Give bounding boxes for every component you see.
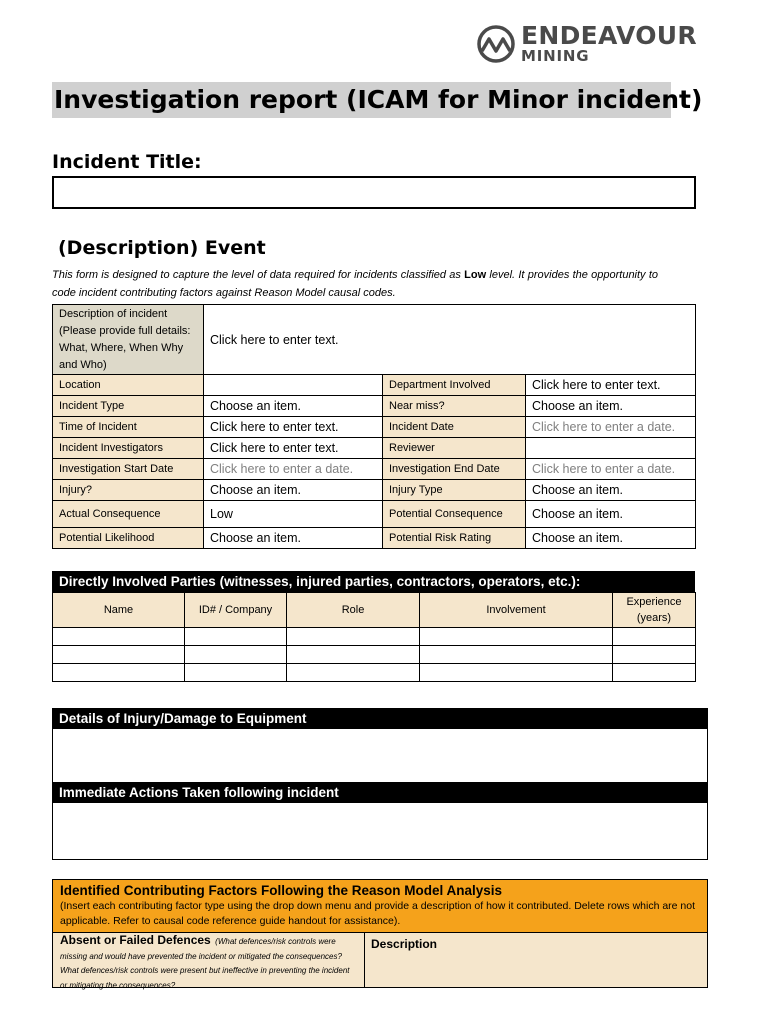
table-row	[53, 664, 696, 682]
reviewer-field[interactable]	[526, 438, 696, 459]
potential-consequence-dropdown[interactable]: Choose an item.	[526, 501, 696, 528]
injury-type-dropdown[interactable]: Choose an item.	[526, 480, 696, 501]
mountain-logo-icon	[476, 24, 516, 64]
field-label: Location	[53, 375, 204, 396]
intro-level-bold: Low	[464, 269, 487, 281]
table-cell[interactable]	[420, 628, 613, 646]
description-column-header: Description	[371, 937, 438, 951]
table-header-row	[53, 593, 696, 628]
injury-dropdown[interactable]: Choose an item.	[204, 480, 383, 501]
column-header: ID# / Company	[185, 593, 287, 628]
field-label: Potential Risk Rating	[383, 528, 526, 549]
logo-text-line1: ENDEAVOUR	[521, 21, 697, 50]
table-cell[interactable]	[420, 646, 613, 664]
damage-heading: Details of Injury/Damage to Equipment	[52, 708, 708, 729]
event-heading: (Description) Event	[58, 237, 266, 259]
incident-title-label: Incident Title:	[52, 151, 202, 173]
table-cell[interactable]	[287, 646, 420, 664]
intro-text-part: level. It provides the opportunity to code incident contributing factors against Reason Model causal codes.	[52, 269, 658, 299]
field-label: Injury Type	[383, 480, 526, 501]
incident-type-dropdown[interactable]: Choose an item.	[204, 396, 383, 417]
risk-rating-dropdown[interactable]: Choose an item.	[526, 528, 696, 549]
incident-date-picker[interactable]: Click here to enter a date.	[526, 417, 696, 438]
involved-parties-table	[52, 592, 696, 682]
time-of-incident-field[interactable]: Click here to enter text.	[204, 417, 383, 438]
column-header: Role	[287, 593, 420, 628]
potential-likelihood-dropdown[interactable]: Choose an item.	[204, 528, 383, 549]
field-label: Potential Consequence	[383, 501, 526, 528]
immediate-actions-field[interactable]	[52, 803, 708, 860]
column-header: Experience (years)	[613, 593, 696, 628]
field-label: Department Involved	[383, 375, 526, 396]
field-label: Investigation Start Date	[53, 459, 204, 480]
department-field[interactable]: Click here to enter text.	[526, 375, 696, 396]
table-row	[53, 628, 696, 646]
defences-hint: (What defences/risk controls were missing and would have prevented the incident or mitigated the consequences? What defences/risk controls were present but ineffective in preventing the incident or mitigating the consequences?	[60, 937, 350, 990]
table-row	[53, 646, 696, 664]
table-cell[interactable]	[613, 628, 696, 646]
contributing-factors-header	[52, 879, 708, 933]
table-cell[interactable]	[420, 664, 613, 682]
table-row	[52, 933, 708, 988]
table-cell[interactable]	[185, 646, 287, 664]
investigators-field[interactable]: Click here to enter text.	[204, 438, 383, 459]
field-label: Actual Consequence	[53, 501, 204, 528]
damage-details-field[interactable]	[52, 729, 708, 783]
table-cell[interactable]	[613, 664, 696, 682]
field-label: Incident Date	[383, 417, 526, 438]
table-cell[interactable]	[53, 664, 185, 682]
table-cell[interactable]	[185, 664, 287, 682]
logo-text-line2: MINING	[521, 47, 590, 65]
actual-consequence-dropdown[interactable]: Low	[204, 501, 383, 528]
intro-text-part: This form is designed to capture the level of data required for incidents classified as	[52, 269, 465, 281]
contributing-factors-section	[52, 879, 708, 988]
damage-section	[52, 708, 708, 783]
event-table	[52, 304, 696, 549]
description-field[interactable]: Click here to enter text.	[204, 305, 696, 375]
field-label: Potential Likelihood	[53, 528, 204, 549]
defences-label: Absent or Failed Defences	[60, 933, 211, 947]
involved-parties-heading: Directly Involved Parties (witnesses, injured parties, contractors, operators, etc.):	[52, 571, 695, 592]
start-date-picker[interactable]: Click here to enter a date.	[204, 459, 383, 480]
field-label: Injury?	[53, 480, 204, 501]
end-date-picker[interactable]: Click here to enter a date.	[526, 459, 696, 480]
intro-text	[52, 266, 658, 302]
field-label: Incident Type	[53, 396, 204, 417]
description-label: Description of incident (Please provide full details: What, Where, When Why and Who)	[53, 305, 204, 375]
column-header: Involvement	[420, 593, 613, 628]
table-cell[interactable]	[287, 664, 420, 682]
immediate-actions-heading: Immediate Actions Taken following incident	[52, 782, 708, 803]
table-cell[interactable]	[53, 646, 185, 664]
location-field[interactable]	[204, 375, 383, 396]
contributing-factors-instructions: (Insert each contributing factor type using the drop down menu and provide a description of how it contributed. Delete rows which are not applicable. Refer to causal code reference guide handout for assistance).	[60, 900, 696, 927]
table-cell[interactable]	[53, 628, 185, 646]
incident-title-input[interactable]	[52, 176, 696, 209]
defences-cell	[53, 933, 365, 990]
company-logo	[476, 22, 706, 66]
column-header: Name	[53, 593, 185, 628]
immediate-actions-section	[52, 782, 708, 860]
contributing-factors-heading: Identified Contributing Factors Following the Reason Model Analysis	[60, 883, 503, 898]
involved-parties-section	[52, 571, 695, 682]
field-label: Incident Investigators	[53, 438, 204, 459]
page-title: Investigation report (ICAM for Minor incident)	[52, 82, 671, 118]
near-miss-dropdown[interactable]: Choose an item.	[526, 396, 696, 417]
field-label: Near miss?	[383, 396, 526, 417]
field-label: Reviewer	[383, 438, 526, 459]
table-cell[interactable]	[613, 646, 696, 664]
field-label: Investigation End Date	[383, 459, 526, 480]
table-cell[interactable]	[287, 628, 420, 646]
field-label: Time of Incident	[53, 417, 204, 438]
table-cell[interactable]	[185, 628, 287, 646]
